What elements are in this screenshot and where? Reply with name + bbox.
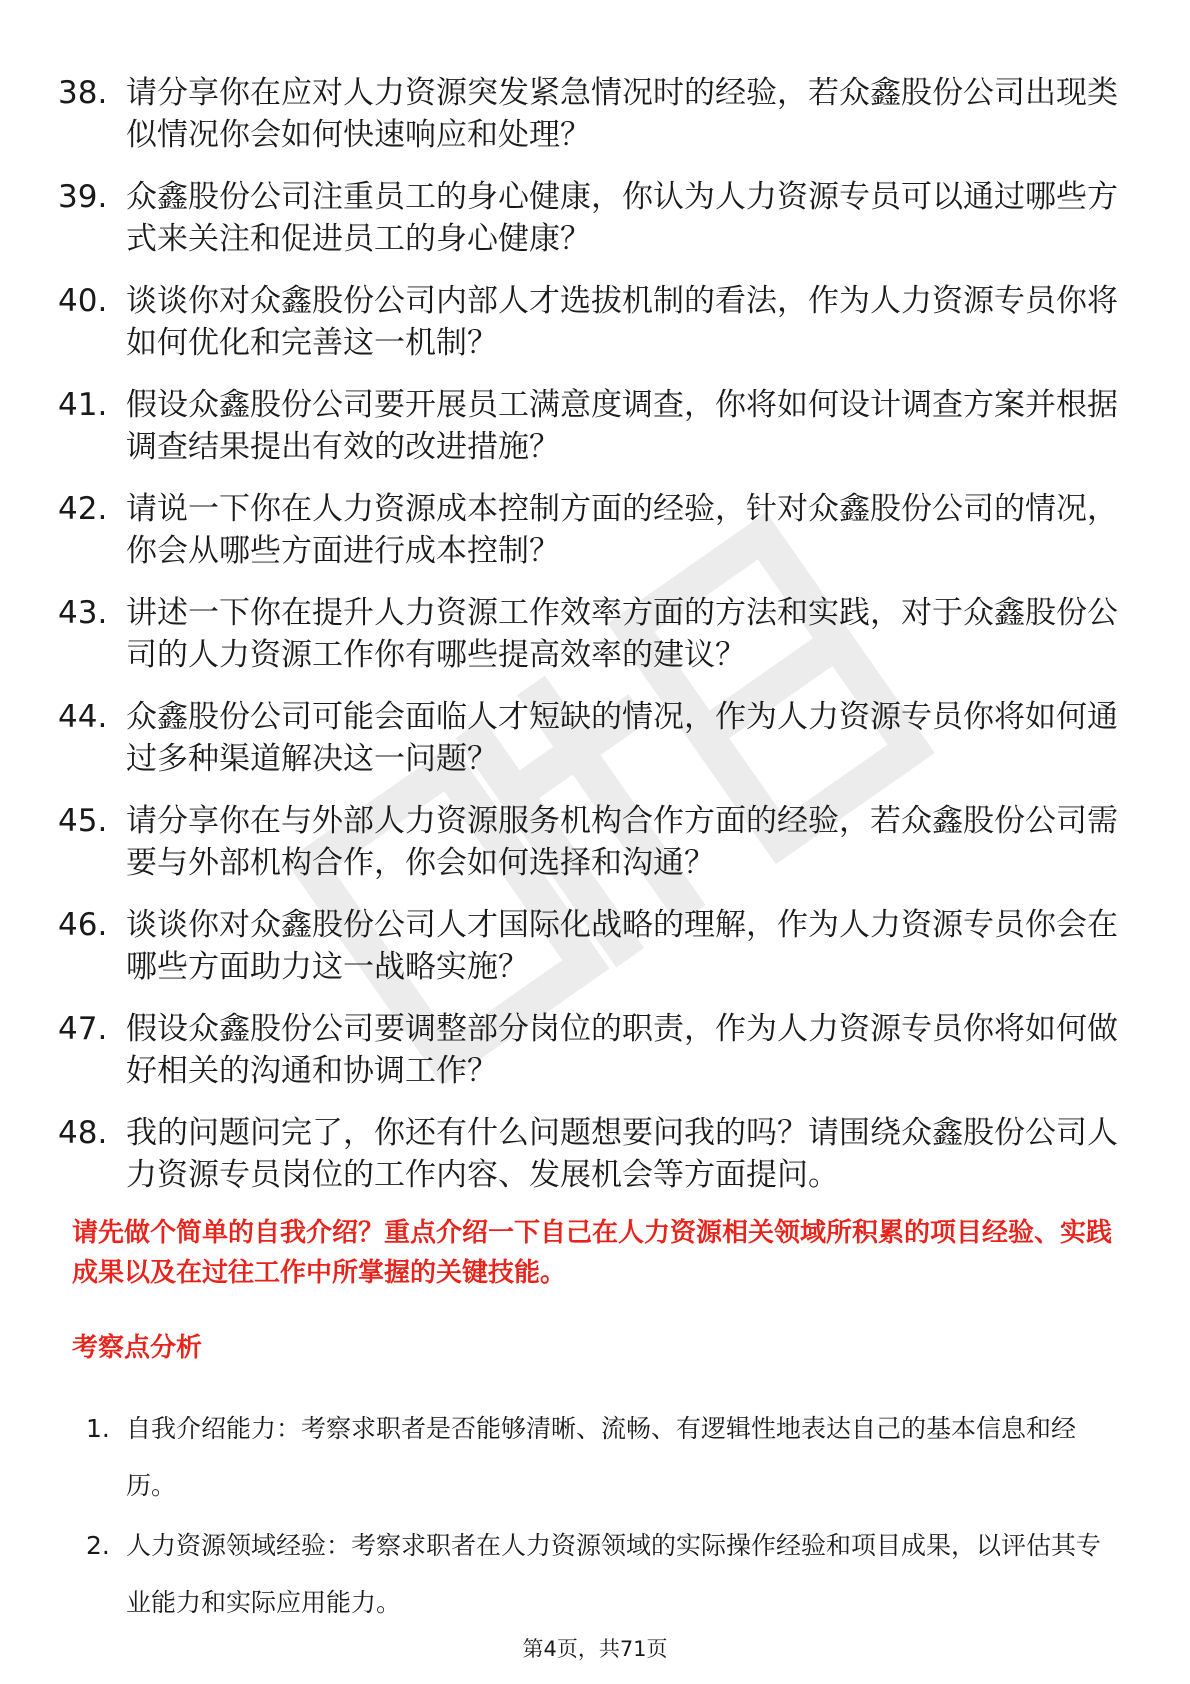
page-footer: 第4页，共71页	[522, 1637, 668, 1661]
question-text: 请说一下你在人力资源成本控制方面的经验，针对众鑫股份公司的情况，你会从哪些方面进行成本控制？	[126, 491, 1118, 569]
question-item	[58, 1112, 1118, 1196]
analysis-point-text: 自我介绍能力：考察求职者是否能够清晰、流畅、有逻辑性地表达自己的基本信息和经历。	[126, 1414, 1077, 1500]
question-text: 众鑫股份公司注重员工的身心健康，你认为人力资源专员可以通过哪些方式来关注和促进员工的身心健康？	[126, 179, 1118, 257]
question-item	[58, 800, 1118, 884]
interview-prompt: 请先做个简单的自我介绍？重点介绍一下自己在人力资源相关领域所积累的项目经验、实践成果以及在过往工作中所掌握的关键技能。	[72, 1218, 1113, 1288]
question-number: 43.	[58, 595, 108, 631]
question-number: 38.	[58, 75, 108, 111]
question-item	[58, 592, 1118, 676]
question-list	[58, 72, 1118, 1216]
question-number: 45.	[58, 803, 108, 839]
question-number: 48.	[58, 1115, 108, 1151]
question-text: 谈谈你对众鑫股份公司人才国际化战略的理解，作为人力资源专员你会在哪些方面助力这一战略实施？	[126, 907, 1118, 985]
question-item	[58, 72, 1118, 156]
question-number: 44.	[58, 699, 108, 735]
question-item	[58, 488, 1118, 572]
question-item	[58, 1008, 1118, 1092]
analysis-points	[86, 1400, 1116, 1634]
question-number: 41.	[58, 387, 108, 423]
question-number: 46.	[58, 907, 108, 943]
analysis-point-number: 1.	[86, 1414, 110, 1443]
analysis-point-number: 2.	[86, 1531, 110, 1560]
question-text: 讲述一下你在提升人力资源工作效率方面的方法和实践，对于众鑫股份公司的人力资源工作你有哪些提高效率的建议？	[126, 595, 1118, 673]
question-text: 请分享你在应对人力资源突发紧急情况时的经验，若众鑫股份公司出现类似情况你会如何快速响应和处理？	[126, 75, 1118, 153]
analysis-point	[86, 1400, 1116, 1514]
question-text: 我的问题问完了，你还有什么问题想要问我的吗？请围绕众鑫股份公司人力资源专员岗位的工作内容、发展机会等方面提问。	[126, 1115, 1118, 1193]
analysis-title: 考察点分析	[72, 1333, 203, 1363]
question-text: 众鑫股份公司可能会面临人才短缺的情况，作为人力资源专员你将如何通过多种渠道解决这一问题？	[126, 699, 1118, 777]
question-text: 假设众鑫股份公司要调整部分岗位的职责，作为人力资源专员你将如何做好相关的沟通和协调工作？	[126, 1011, 1118, 1089]
question-number: 40.	[58, 283, 108, 319]
analysis-point	[86, 1517, 1116, 1631]
question-item	[58, 384, 1118, 468]
question-item	[58, 696, 1118, 780]
question-item	[58, 176, 1118, 260]
question-item	[58, 280, 1118, 364]
question-item	[58, 904, 1118, 988]
question-text: 请分享你在与外部人力资源服务机构合作方面的经验，若众鑫股份公司需要与外部机构合作，你会如何选择和沟通？	[126, 803, 1118, 881]
question-number: 42.	[58, 491, 108, 527]
question-number: 47.	[58, 1011, 108, 1047]
question-text: 谈谈你对众鑫股份公司内部人才选拔机制的看法，作为人力资源专员你将如何优化和完善这一机制？	[126, 283, 1118, 361]
question-text: 假设众鑫股份公司要开展员工满意度调查，你将如何设计调查方案并根据调查结果提出有效的改进措施？	[126, 387, 1118, 465]
analysis-point-text: 人力资源领域经验：考察求职者在人力资源领域的实际操作经验和项目成果，以评估其专业能力和实际应用能力。	[126, 1531, 1102, 1617]
question-number: 39.	[58, 179, 108, 215]
